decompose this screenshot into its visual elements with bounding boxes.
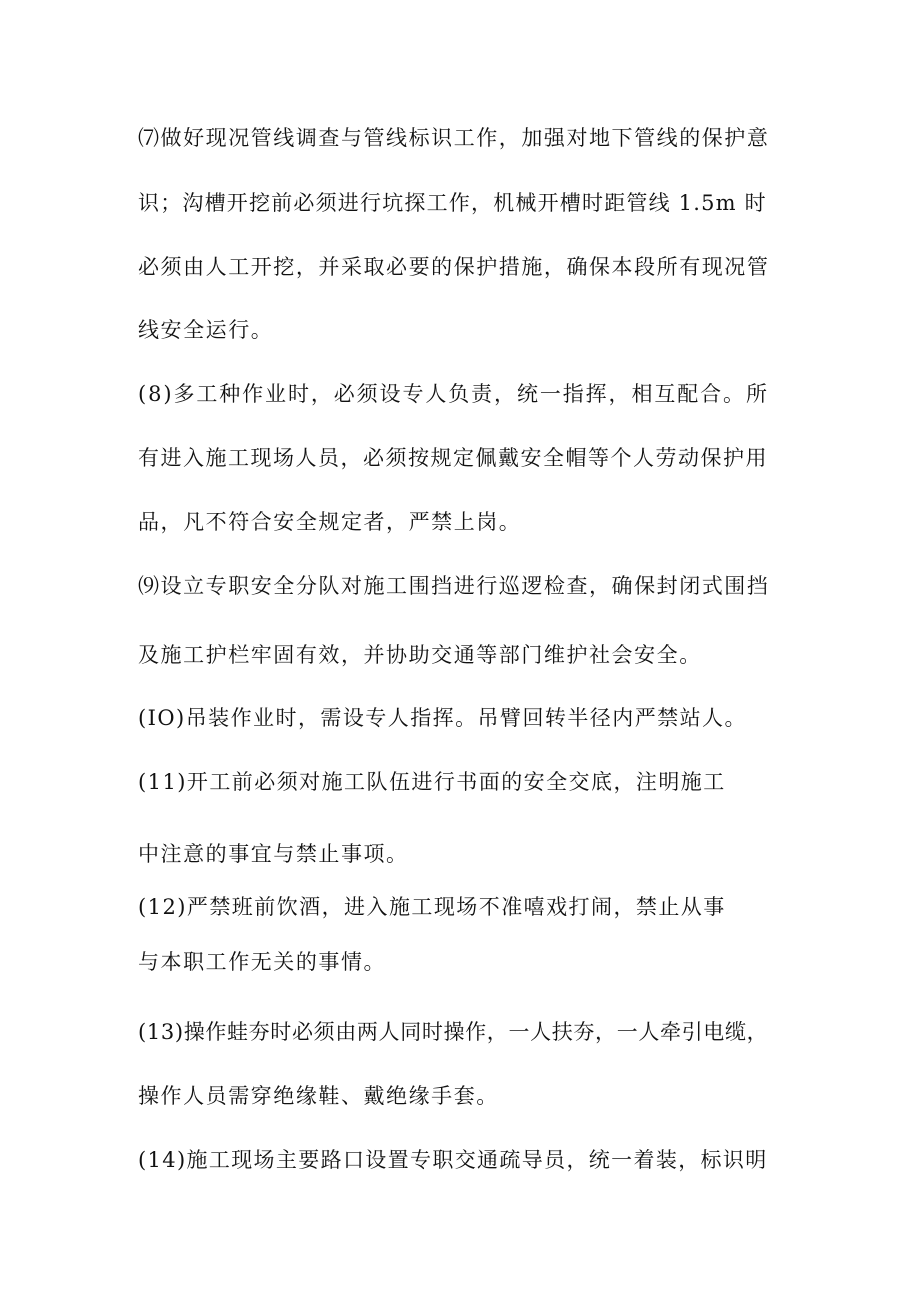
text-line-item-9: ⑼设立专职安全分队对施工围挡进行巡逻检查，确保封闭式围挡 [138, 574, 770, 598]
text-line-item-7-cont-2: 必须由人工开挖，并采取必要的保护措施，确保本段所有现况管 [138, 255, 770, 279]
text-line-item-7-cont-3: 线安全运行。 [138, 318, 274, 342]
text-line-item-13-cont-1: 操作人员需穿绝缘鞋、戴绝缘手套。 [138, 1084, 499, 1108]
text-line-item-9-cont-1: 及施工护栏牢固有效，并协助交通等部门维护社会安全。 [138, 643, 702, 667]
text-line-item-14: (14)施工现场主要路口设置专职交通疏导员，统一着装，标识明 [138, 1148, 768, 1172]
text-line-item-7-cont-1: 识；沟槽开挖前必须进行坑探工作，机械开槽时距管线 1.5m 时 [138, 191, 767, 215]
text-line-item-12: (12)严禁班前饮酒，进入施工现场不准嘻戏打闹，禁止从事 [138, 895, 726, 919]
text-line-item-11-cont-1: 中注意的事宜与禁止事项。 [138, 842, 409, 866]
text-line-item-11: (11)开工前必须对施工队伍进行书面的安全交底，注明施工 [138, 770, 726, 794]
text-line-item-8-cont-2: 品，凡不符合安全规定者，严禁上岗。 [138, 510, 522, 534]
text-line-item-12-cont-1: 与本职工作无关的事情。 [138, 950, 387, 974]
text-line-item-8-cont-1: 有进入施工现场人员，必须按规定佩戴安全帽等个人劳动保护用 [138, 446, 768, 470]
text-line-item-8: (8)多工种作业时，必须设专人负责，统一指挥，相互配合。所 [138, 382, 769, 406]
text-line-item-7: ⑺做好现况管线调查与管线标识工作，加强对地下管线的保护意 [138, 126, 770, 150]
text-line-item-13: (13)操作蛙夯时必须由两人同时操作，一人扶夯，一人牵引电缆， [138, 1020, 769, 1044]
text-line-item-10: (IO)吊装作业时，需设专人指挥。吊臂回转半径内严禁站人。 [138, 706, 747, 730]
